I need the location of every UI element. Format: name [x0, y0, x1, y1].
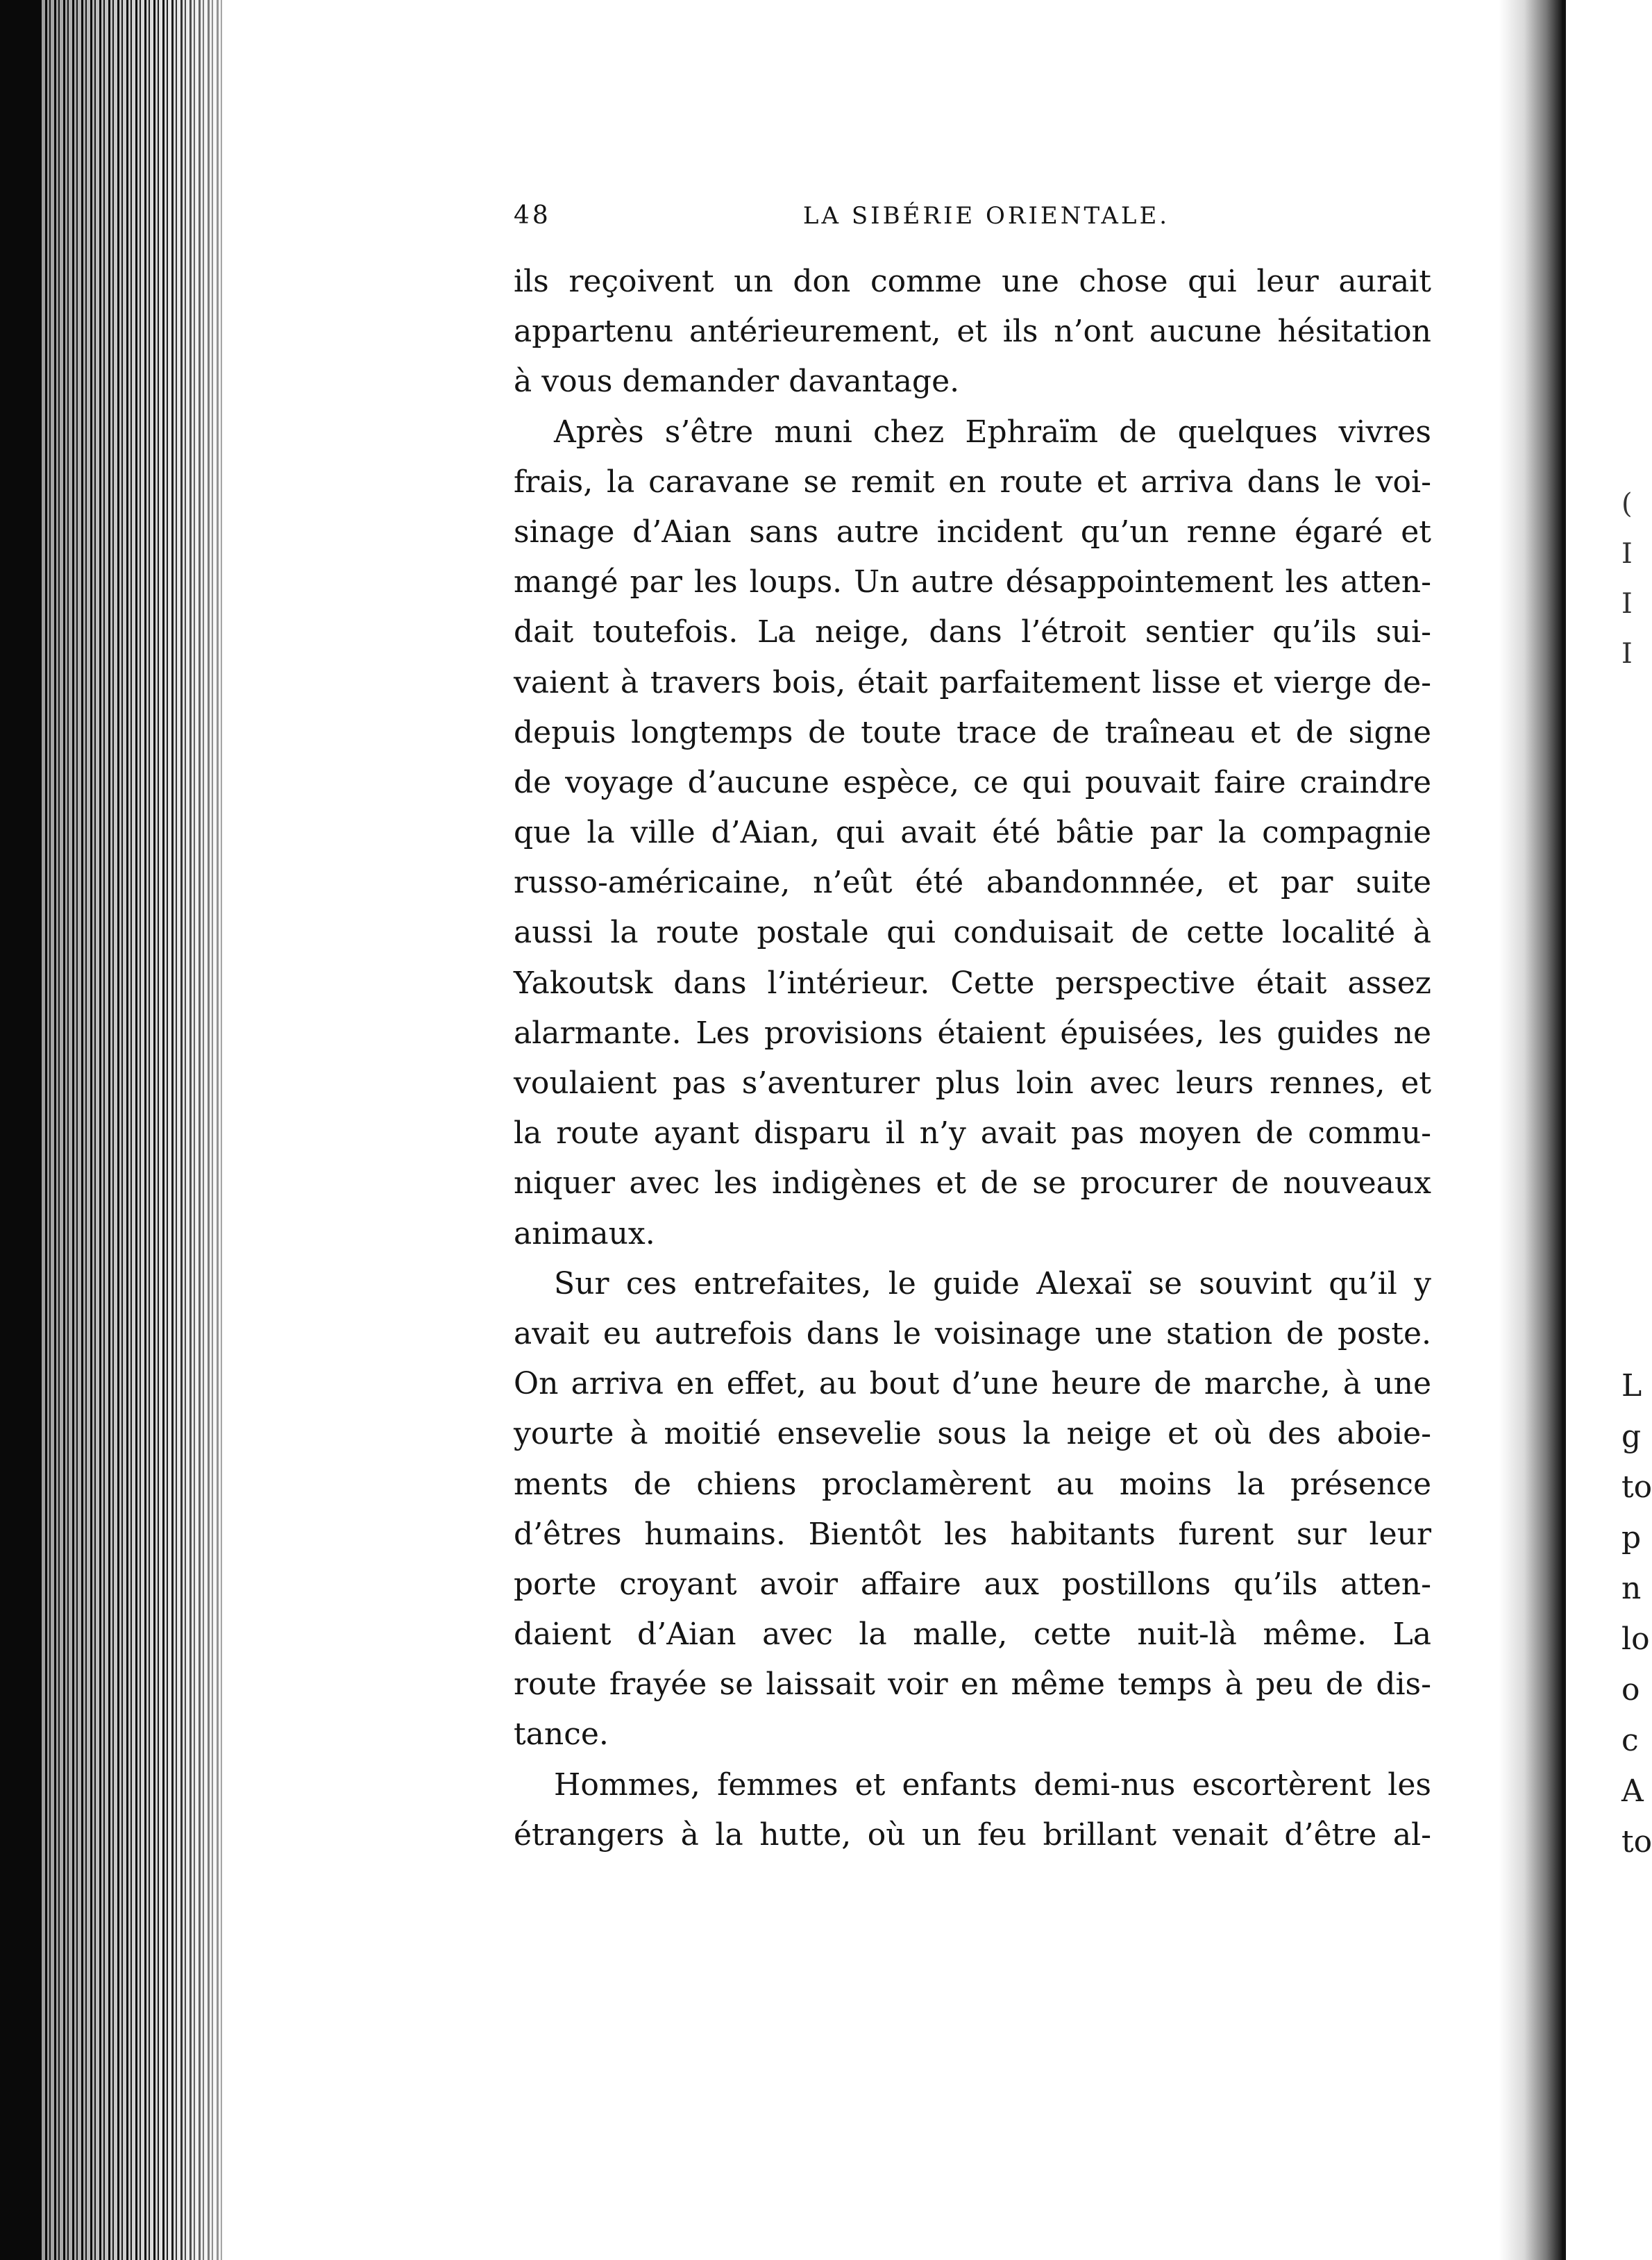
- facing-page-fragment: to: [1621, 1824, 1652, 1860]
- text-line: ils reçoivent un don comme une chose qui leur aurait: [514, 264, 1431, 299]
- text-line: On arriva en effet, au bout d’une heure de marche, à une: [514, 1366, 1431, 1402]
- text-line: à vous demander davantage.: [514, 364, 960, 400]
- book-page: [514, 201, 1431, 1860]
- text-line: d’êtres humains. Bientôt les habitants furent sur leur: [514, 1516, 1431, 1552]
- body-text: [514, 257, 1431, 1860]
- text-line: Après s’être muni chez Ephraïm de quelques vivres: [554, 414, 1431, 450]
- running-head: 48 LA SIBÉRIE ORIENTALE.: [514, 201, 1431, 250]
- text-line: alarmante. Les provisions étaient épuisées, les guides ne: [514, 1015, 1431, 1051]
- text-line: dait toutefois. La neige, dans l’étroit sentier qu’ils sui-: [514, 614, 1431, 650]
- book-gutter: [1499, 0, 1562, 2260]
- text-line: Sur ces entrefaites, le guide Alexaï se souvint qu’il y: [554, 1265, 1431, 1301]
- text-line: animaux.: [514, 1215, 655, 1251]
- text-line: route frayée se laissait voir en même temps à peu de dis-: [514, 1667, 1431, 1703]
- text-line: de voyage d’aucune espèce, ce qui pouvait faire craindre: [514, 764, 1431, 800]
- text-line: voulaient pas s’aventurer plus loin avec leurs rennes, et: [514, 1065, 1431, 1101]
- text-line: que la ville d’Aian, qui avait été bâtie par la compagnie: [514, 815, 1431, 851]
- facing-page-fragment: I: [1621, 638, 1633, 670]
- text-line: vaient à travers bois, était parfaitement lisse et vierge de-: [514, 664, 1431, 700]
- text-line: frais, la caravane se remit en route et arriva dans le voi-: [514, 464, 1431, 500]
- text-line: porte croyant avoir affaire aux postillons qu’ils atten-: [514, 1566, 1431, 1602]
- facing-page-fragment: g: [1621, 1419, 1642, 1454]
- facing-page-upper-fragments: [1621, 479, 1633, 679]
- text-line: yourte à moitié ensevelie sous la neige et où des aboie-: [514, 1416, 1431, 1452]
- text-line: depuis longtemps de toute trace de traîneau et de signe: [514, 714, 1431, 750]
- facing-page-fragment: n: [1621, 1571, 1642, 1606]
- text-line: russo-américaine, n’eût été abandonnnée, et par suite: [514, 865, 1431, 901]
- facing-page-fragment: to: [1621, 1469, 1652, 1505]
- text-line: la route ayant disparu il n’y avait pas moyen de commu-: [514, 1115, 1431, 1152]
- facing-page-fragment: p: [1621, 1520, 1642, 1555]
- text-line: aussi la route postale qui conduisait de cette localité à: [514, 915, 1431, 951]
- facing-page-fragment: L: [1621, 1368, 1642, 1403]
- facing-page-fragment: A: [1621, 1773, 1644, 1809]
- facing-page-fragment: (: [1621, 488, 1633, 520]
- text-line: ments de chiens proclamèrent au moins la présence: [514, 1466, 1431, 1502]
- facing-page-fragment: I: [1621, 588, 1633, 620]
- facing-page-fragment: o: [1621, 1672, 1640, 1707]
- facing-page-fragment: I: [1621, 538, 1633, 570]
- text-line: étrangers à la hutte, où un feu brillant venait d’être al-: [514, 1816, 1431, 1853]
- text-line: avait eu autrefois dans le voisinage une station de poste.: [514, 1315, 1431, 1351]
- facing-page-fragment: lo: [1621, 1621, 1650, 1657]
- text-line: niquer avec les indigènes et de se procurer de nouveaux: [514, 1165, 1431, 1201]
- text-line: tance.: [514, 1717, 609, 1753]
- text-line: Hommes, femmes et enfants demi-nus escortèrent les: [554, 1766, 1431, 1803]
- text-line: daient d’Aian avec la malle, cette nuit-là même. La: [514, 1617, 1431, 1653]
- text-line: mangé par les loups. Un autre désappointement les atten-: [514, 564, 1431, 600]
- text-line: Yakoutsk dans l’intérieur. Cette perspective était assez: [514, 965, 1431, 1001]
- text-line: appartenu antérieurement, et ils n’ont aucune hésitation: [514, 314, 1431, 350]
- book-page-edges: [0, 0, 222, 2260]
- running-title: LA SIBÉRIE ORIENTALE.: [802, 202, 1170, 230]
- facing-page-lower-fragments: [1621, 1360, 1652, 1867]
- facing-page-edge: [1562, 0, 1652, 2260]
- text-line: sinage d’Aian sans autre incident qu’un renne égaré et: [514, 514, 1431, 550]
- facing-page-fragment: c: [1621, 1723, 1639, 1758]
